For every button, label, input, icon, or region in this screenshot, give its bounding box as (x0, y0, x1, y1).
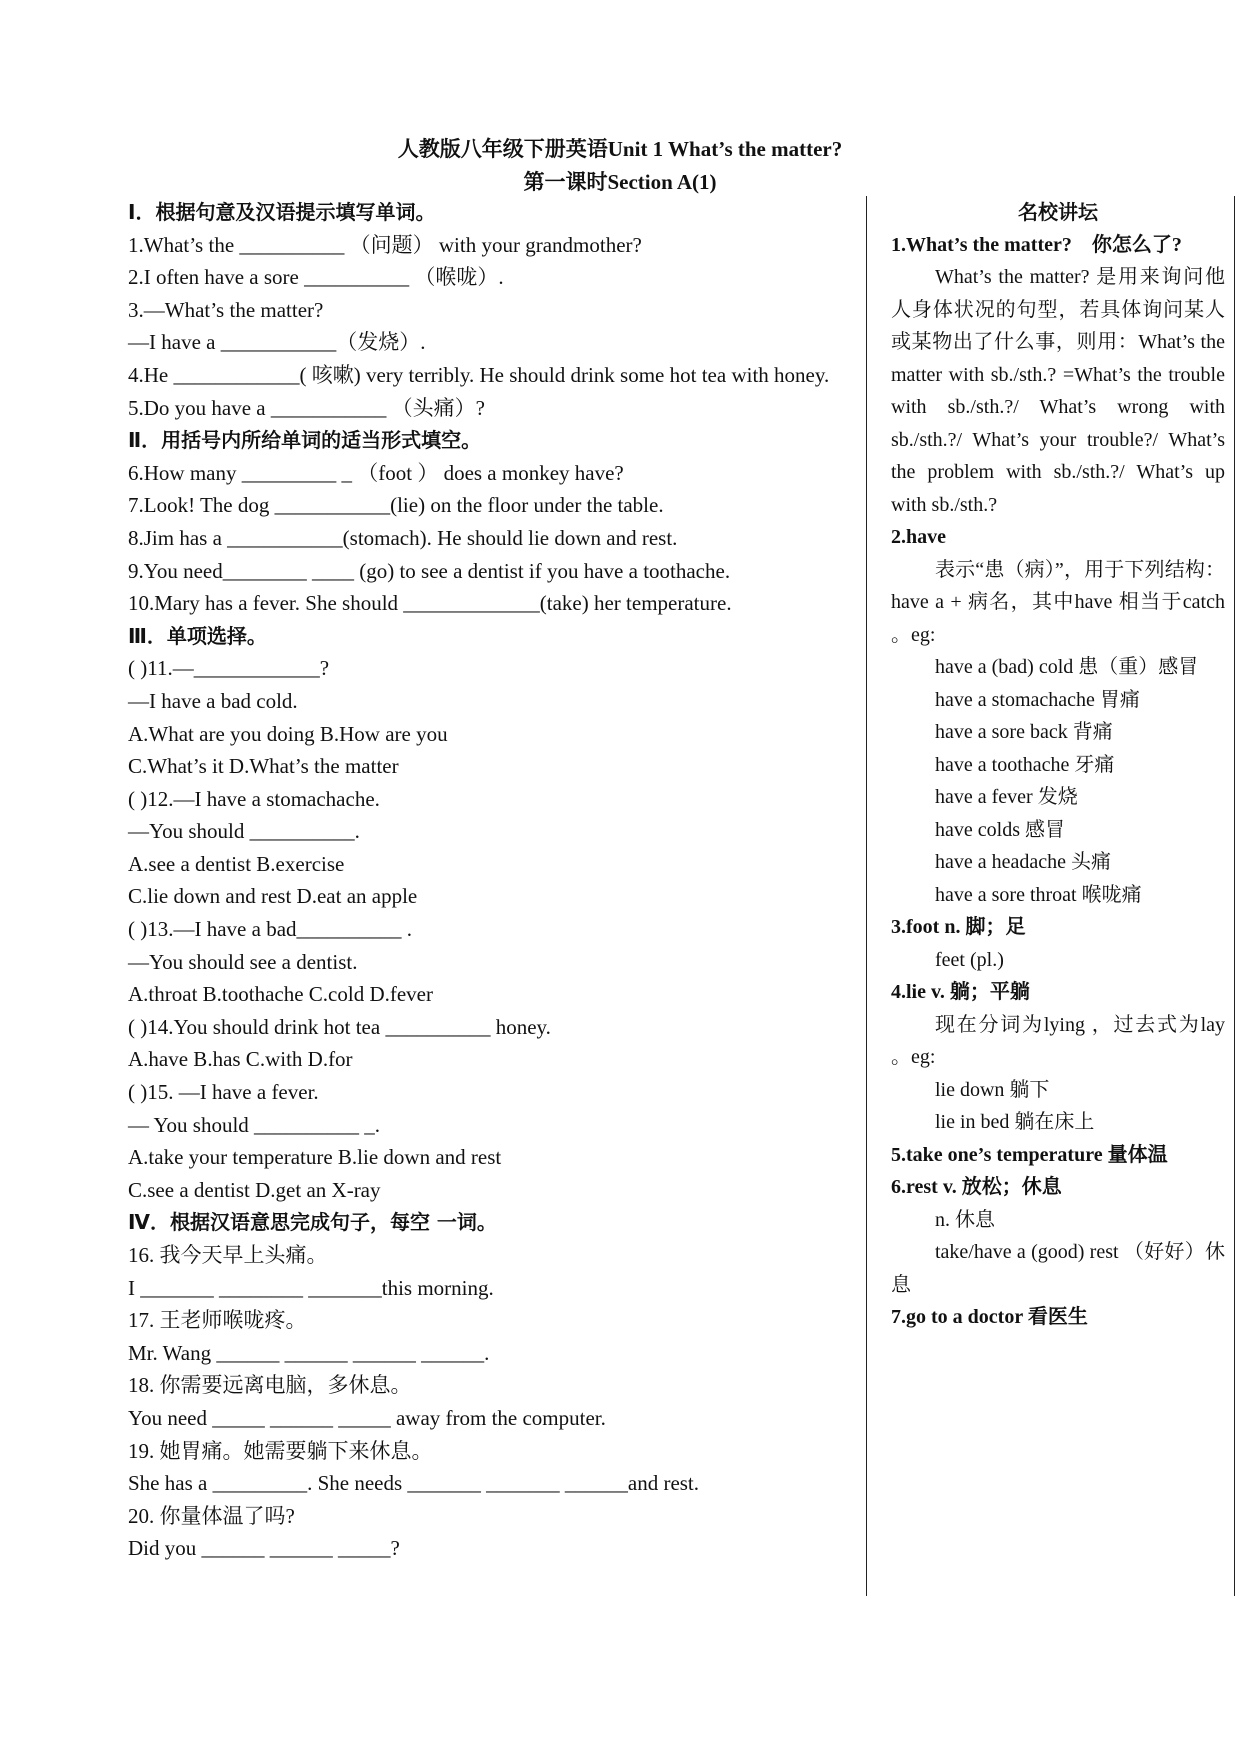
note-text: 现在分词为lying ，过去式为lay 。eg: (891, 1013, 1225, 1068)
section-heading: Ⅱ．用括号内所给单词的适当形式填空。 (128, 428, 482, 453)
exercise-line: A.take your temperature B.lie down and rest (128, 1145, 502, 1170)
note-text: have a toothache 牙痛 (935, 753, 1115, 776)
exercise-line: C.see a dentist D.get an X-ray (128, 1177, 381, 1202)
note-text: feet (pl.) (935, 948, 1004, 971)
exercise-line: A.see a dentist B.exercise (128, 851, 345, 876)
exercise-line: A.throat B.toothache C.cold D.fever (128, 982, 433, 1007)
note-text: have a sore throat 喉咙痛 (935, 883, 1142, 906)
exercise-line: 1.What’s the __________ （问题） with your grandmother? (128, 232, 642, 257)
note-point-title: 7.go to a doctor 看医生 (891, 1306, 1088, 1328)
exercise-line: —You should see a dentist. (128, 949, 358, 974)
exercise-line: ( )14.You should drink hot tea __________ honey. (128, 1014, 551, 1039)
section-heading: Ⅳ．根据汉语意思完成句子，每空 一词。 (128, 1210, 497, 1235)
note-point-title: 5.take one’s temperature 量体温 (891, 1143, 1168, 1166)
exercise-line: 7.Look! The dog ___________(lie) on the floor under the table. (128, 493, 664, 518)
exercise-line: —I have a bad cold. (128, 688, 298, 713)
exercise-line: C.lie down and rest D.eat an apple (128, 884, 418, 909)
note-point-title: 2.have (891, 526, 946, 548)
note-text: 表示“患（病）”，用于下列结构：have a + 病名，其中have 相当于catch 。eg: (891, 558, 1225, 646)
exercise-line: ( )12.—I have a stomachache. (128, 786, 380, 811)
exercise-line: 18. 你需要远离电脑，多休息。 (128, 1373, 412, 1398)
exercise-line: —I have a ___________（发烧）. (128, 330, 426, 355)
exercise-line: C.What’s it D.What’s the matter (128, 754, 399, 779)
exercise-line: 16. 我今天早上头痛。 (128, 1243, 328, 1267)
exercise-line: 8.Jim has a ___________(stomach). He should lie down and rest. (128, 525, 678, 550)
exercise-line: You need _____ ______ _____ away from the computer. (128, 1405, 606, 1430)
note-text: have a sore back 背痛 (935, 721, 1113, 743)
note-text: What’s the matter? 是用来询问他人身体状况的句型，若具体询问某人或某物出了什么事，则用：What’s the matter with sb./sth.? =What’s the trouble with sb./sth.?/ What’s wrong with sb./sth.?/ What’s your trouble?/ What’s the problem with sb./sth.?/ What’s up with sb./sth.? (891, 266, 1225, 516)
exercise-line: —You should __________. (128, 819, 360, 844)
note-text: n. 休息 (935, 1208, 995, 1231)
note-text: have a stomachache 胃痛 (935, 688, 1140, 711)
note-point-title: 6.rest v. 放松；休息 (891, 1176, 1062, 1198)
exercise-line: 4.He ____________( 咳嗽) very terribly. He should drink some hot tea with honey. (128, 362, 830, 387)
exercise-line: — You should __________ _. (128, 1112, 381, 1137)
note-text: have a fever 发烧 (935, 786, 1078, 808)
exercise-line: 3.—What’s the matter? (128, 297, 324, 322)
section-heading: Ⅲ．单项选择。 (128, 623, 267, 648)
exercise-line: 19. 她胃痛。她需要躺下来休息。 (128, 1438, 433, 1463)
exercise-line: Did you ______ ______ _____? (128, 1536, 400, 1561)
exercise-line: She has a _________. She needs _______ _______ ______and rest. (128, 1471, 700, 1496)
note-text: lie in bed 躺在床上 (935, 1111, 1095, 1133)
note-point-title: 4.lie v. 躺；平躺 (891, 981, 1030, 1003)
note-text: have a headache 头痛 (935, 851, 1112, 873)
note-point-title: 3.foot n. 脚；足 (891, 916, 1026, 938)
note-text: have a (bad) cold 患（重）感冒 (935, 656, 1199, 678)
notes-column (891, 196, 1225, 1334)
document-subtitle: 第一课时Section A(1) (523, 170, 717, 194)
note-text: have colds 感冒 (935, 818, 1065, 841)
exercise-line: 6.How many _________ _ （foot ） does a monkey have? (128, 460, 624, 485)
exercise-line: 20. 你量体温了吗? (128, 1503, 295, 1528)
exercise-line: 17. 王老师喉咙疼。 (128, 1308, 307, 1333)
exercise-line: Mr. Wang ______ ______ ______ ______. (128, 1340, 490, 1365)
section-heading: Ⅰ．根据句意及汉语提示填写单词。 (128, 200, 436, 224)
exercise-line: ( )15. —I have a fever. (128, 1080, 319, 1105)
exercise-line: 9.You need________ ____ (go) to see a dentist if you have a toothache. (128, 558, 731, 583)
exercise-line: 2.I often have a sore __________ （喉咙）. (128, 265, 504, 290)
note-text: lie down 躺下 (935, 1078, 1050, 1101)
exercise-line: A.What are you doing B.How are you (128, 721, 448, 746)
right-border (1234, 196, 1235, 1596)
exercise-line: ( )13.—I have a bad__________ . (128, 917, 413, 942)
exercise-line: 10.Mary has a fever. She should _____________(take) her temperature. (128, 591, 732, 616)
exercise-column (128, 196, 856, 1565)
exercise-line: I _______ ________ _______this morning. (128, 1275, 494, 1300)
exercise-line: ( )11.—____________? (128, 656, 330, 681)
note-point-title: 1.What’s the matter? 你怎么了? (891, 233, 1182, 256)
document-title: 人教版八年级下册英语Unit 1 What’s the matter? (397, 137, 843, 161)
notes-heading: 名校讲坛 (1018, 200, 1098, 224)
exercise-line: 5.Do you have a ___________ （头痛）? (128, 395, 485, 420)
column-divider (866, 196, 867, 1596)
note-text: take/have a (good) rest （好好）休息 (891, 1241, 1225, 1296)
exercise-line: A.have B.has C.with D.for (128, 1047, 353, 1072)
